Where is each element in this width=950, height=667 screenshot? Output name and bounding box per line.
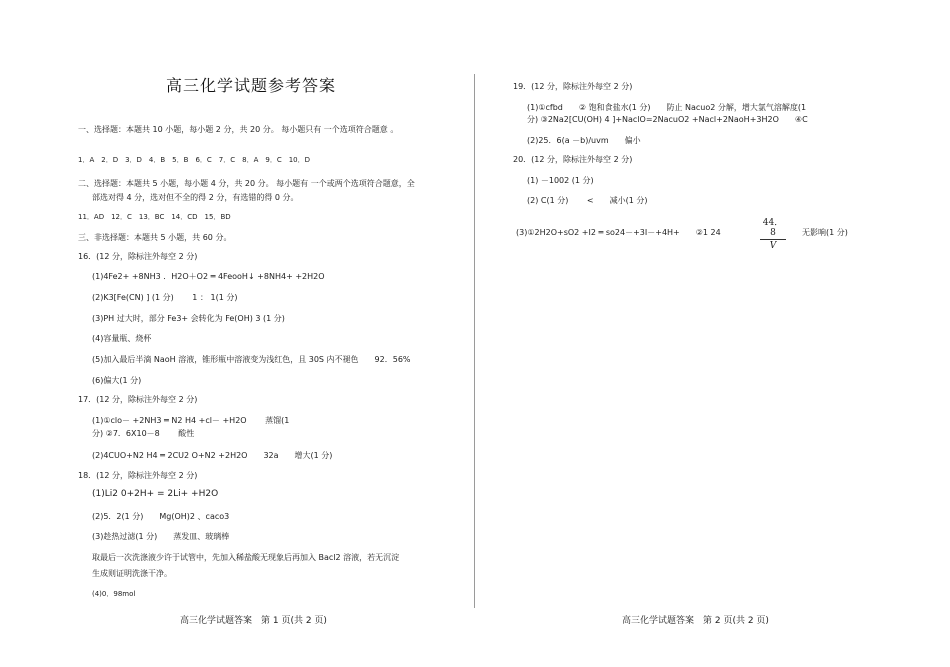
q20-answer-2: (2) C(1 分) < 减小(1 分) xyxy=(527,196,648,205)
q16-header: 16．(12 分，除标注外每空 2 分) xyxy=(78,252,198,261)
section1-header: 一、选择题：本题共 10 小题，每小题 2 分，共 20 分。 每小题只有 一个选项符合题意 。 xyxy=(78,125,399,134)
footer-left: 高三化学试题答案 第 1 页(共 2 页) xyxy=(180,616,327,626)
q16-answer-6: (6)偏大(1 分) xyxy=(92,376,142,385)
section3-header: 三、非选择题：本题共 5 小题，共 60 分。 xyxy=(78,233,232,242)
fraction-bar xyxy=(760,239,786,240)
q17-header: 17．(12 分，除标注外每空 2 分) xyxy=(78,395,198,404)
q20-answer-1: (1) －1002 (1 分) xyxy=(527,176,594,185)
section1-answers: 1．A 2．D 3．D 4．B 5．B 6．C 7．C 8．A 9．C 10．D xyxy=(78,156,311,164)
q19-answer-2: (2)25．6(a －b)/uvm 偏小 xyxy=(527,136,641,145)
q16-answer-4: (4)容量瓶、烧杯 xyxy=(92,334,152,343)
q17-answer-1b: 分) ②7．6X10－8 酸性 xyxy=(92,429,195,438)
q17-answer-1a: (1)①clo－ +2NH3 ═ N2 H4 +cl－ +H2O 蒸馏(1 xyxy=(92,416,290,425)
section2-header-line2: 部选对得 4 分，选对但不全的得 2 分，有选错的得 0 分。 xyxy=(92,193,299,202)
fraction-numerator: 44．8 xyxy=(762,218,784,238)
section2-header-line1: 二、选择题：本题共 5 小题，每小题 4 分，共 20 分。 每小题有 一个或两个选项符合题意，全 xyxy=(78,179,415,188)
q19-answer-1b: 分) ③2Na2[CU(OH) 4 ]+NaclO=2NacuO2 +Nacl+2NaoH+3H2O ④C xyxy=(527,115,808,124)
q18-answer-1: (1)Li2 0+2H+ = 2Li+ +H2O xyxy=(92,489,219,499)
q16-answer-1: (1)4Fe2+ +8NH3 ．H2O＋O2 ═ 4FeooH↓ +8NH4+ +2H2O xyxy=(92,272,325,281)
section2-answers: 11．AD 12．C 13．BC 14．CD 15．BD xyxy=(78,213,231,221)
footer-right: 高三化学试题答案 第 2 页(共 2 页) xyxy=(622,616,769,626)
q18-answer-5: (4)0．98mol xyxy=(92,590,136,598)
page-title: 高三化学试题参考答案 xyxy=(166,76,337,95)
q16-answer-5: (5)加入最后半滴 NaoH 溶液，锥形瓶中溶液变为浅红色，且 30S 内不褪色 92．56% xyxy=(92,355,411,364)
q18-answer-2: (2)5．2(1 分) Mg(OH)2 、caco3 xyxy=(92,512,230,521)
q17-answer-2: (2)4CUO+N2 H4 ═ 2CU2 O+N2 +2H2O 32a 增大(1 分) xyxy=(92,451,333,460)
q20-header: 20．(12 分，除标注外每空 2 分) xyxy=(513,155,633,164)
q18-answer-3: (3)趁热过滤(1 分) 蒸发皿、玻璃棒 xyxy=(92,532,230,541)
q20-answer-3a: (3)①2H2O+sO2 +I2 ═ so24－+3I－+4H+ ②1 24 xyxy=(516,228,721,237)
q20-fraction xyxy=(760,215,786,251)
q16-answer-2: (2)K3[Fe(CN) ] (1 分) 1 ： 1(1 分) xyxy=(92,293,238,302)
fraction-denominator: V xyxy=(769,241,777,251)
q19-answer-1a: (1)①cfbd ② 饱和食盐水(1 分) 防止 Nacuo2 分解，增大氯气溶解度(1 xyxy=(527,103,807,112)
q19-header: 19．(12 分，除标注外每空 2 分) xyxy=(513,82,633,91)
column-divider xyxy=(474,74,475,608)
q16-answer-3: (3)PH 过大时，部分 Fe3+ 会转化为 Fe(OH) 3 (1 分) xyxy=(92,314,285,323)
q18-header: 18．(12 分，除标注外每空 2 分) xyxy=(78,471,198,480)
q18-answer-4a: 取最后一次洗涤液少许于试管中，先加入稀盐酸无现象后再加入 Bacl2 溶液，若无沉淀 xyxy=(92,553,400,562)
q18-answer-4b: 生成则证明洗涤干净。 xyxy=(92,569,172,578)
q20-answer-3b: 无影响(1 分) xyxy=(802,228,848,237)
